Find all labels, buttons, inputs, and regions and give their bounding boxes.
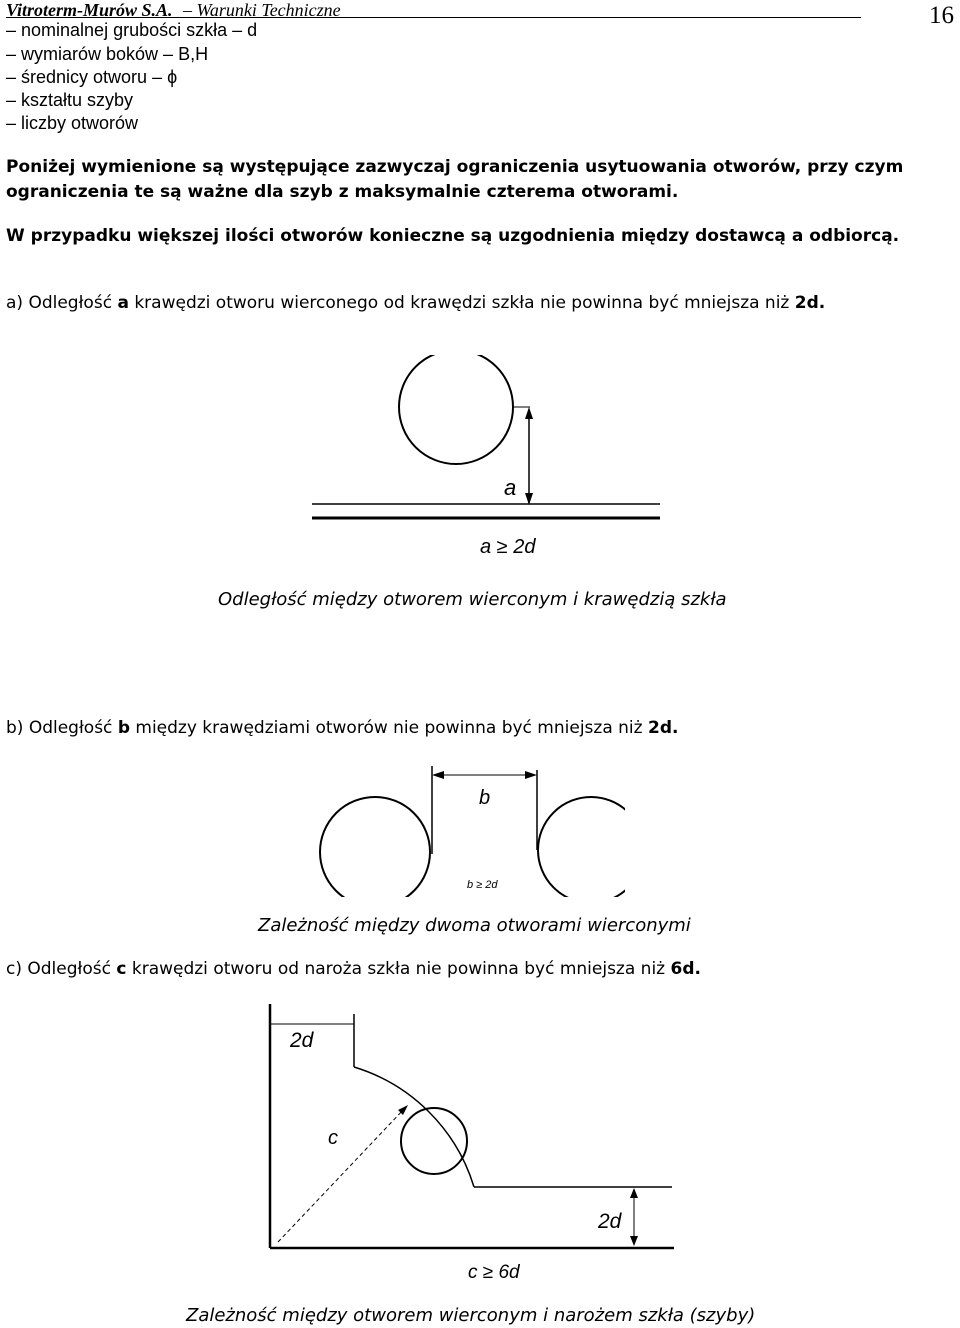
arrowhead-left	[432, 771, 444, 779]
figure-b-diagram	[305, 762, 625, 897]
intro-paragraph: Poniżej wymienione są występujące zazwyczaj ograniczenia usytuowania otworów, przy czym ograniczenia te są ważne dla szyb z maksymalnie czterema otworami.	[6, 157, 904, 202]
dimension-label-c: c	[328, 1127, 338, 1149]
hole-circle-right	[538, 797, 625, 897]
rule-a-prefix: a) Odległość	[6, 293, 118, 313]
list-item: – wymiarów boków – B,H	[6, 44, 209, 64]
list-item: – kształtu szyby	[6, 90, 134, 110]
figure-b-caption: Zależność między dwoma otworami wierconymi	[258, 915, 691, 936]
rule-a	[6, 293, 825, 313]
arrowhead-right-up	[630, 1188, 638, 1198]
page-number: 16	[929, 2, 954, 29]
formula-a: a ≥ 2d	[480, 536, 536, 558]
rule-a-symbol: a	[117, 293, 129, 313]
rule-b-prefix: b) Odległość	[6, 718, 118, 738]
figure-c-caption: Zależność między otworem wierconym i narożem szkła (szyby)	[186, 1305, 756, 1326]
dimension-label-top: 2d	[290, 1029, 314, 1052]
dimension-label-a: a	[504, 475, 517, 500]
figure-c-diagram	[262, 1002, 682, 1284]
corner-radius-arc	[354, 1067, 474, 1187]
formula-b: b ≥ 2d	[467, 879, 498, 891]
list-item: – nominalnej grubości szkła – d	[6, 20, 258, 40]
arrowhead-down	[525, 493, 533, 505]
header-rule	[6, 17, 861, 18]
header-separator: –	[183, 0, 197, 20]
hole-circle	[399, 355, 513, 464]
list-item: – średnicy otworu – ϕ	[6, 67, 178, 87]
rule-b-text: między krawędziami otworów nie powinna być mniejsza niż	[129, 718, 648, 738]
rule-a-text: krawędzi otworu wierconego od krawędzi szkła nie powinna być mniejsza niż	[128, 293, 795, 313]
figure-a-caption: Odległość między otworem wierconym i krawędzią szkła	[218, 589, 727, 610]
arrowhead-right	[525, 771, 537, 779]
header-section-title: Warunki Techniczne	[196, 0, 341, 20]
figure-a-diagram	[300, 355, 670, 565]
arrowhead-up	[525, 407, 533, 419]
dimension-label-b: b	[479, 787, 491, 809]
more-holes-paragraph: W przypadku większej ilości otworów konieczne są uzgodnienia między dostawcą a odbiorcą.	[6, 226, 900, 246]
hole-circle-left	[320, 797, 430, 897]
rule-b	[6, 718, 678, 738]
rule-c-symbol: c	[116, 959, 127, 979]
rule-c-text: krawędzi otworu od naroża szkła nie powinna być mniejsza niż	[126, 959, 671, 979]
rule-c	[6, 959, 701, 979]
header-company: Vitroterm-Murów S.A.	[6, 0, 173, 20]
formula-c: c ≥ 6d	[468, 1262, 520, 1283]
dimension-label-right: 2d	[598, 1210, 622, 1233]
rule-c-prefix: c) Odległość	[6, 959, 117, 979]
diagonal-dimension-c	[278, 1108, 405, 1242]
rule-a-value: 2d.	[794, 293, 826, 313]
list-item: – liczby otworów	[6, 113, 139, 133]
rule-b-value: 2d.	[647, 718, 679, 738]
rule-c-value: 6d.	[670, 959, 701, 979]
arrowhead-right-down	[630, 1236, 638, 1246]
rule-b-symbol: b	[117, 718, 130, 738]
